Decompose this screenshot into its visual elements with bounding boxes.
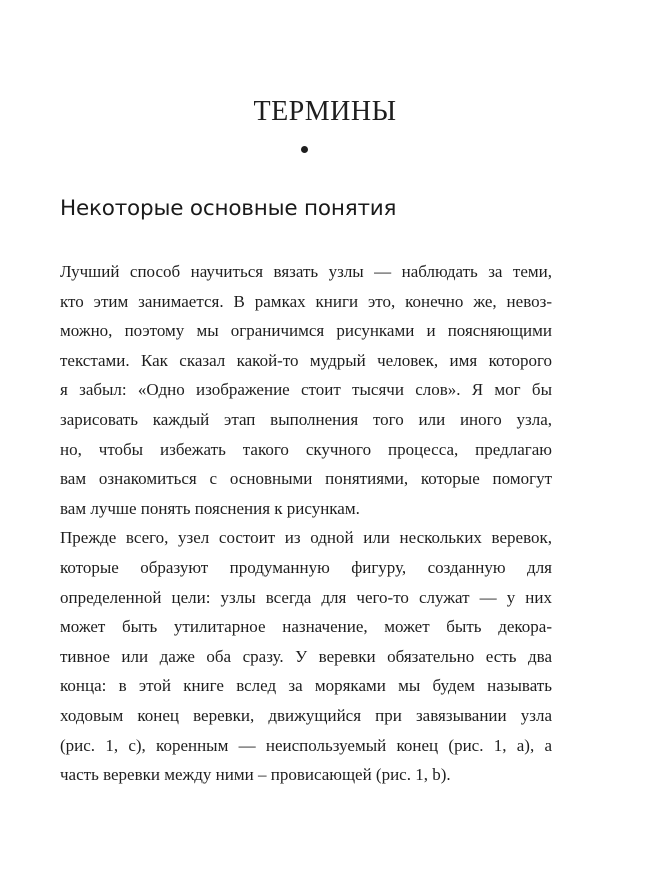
text-line: можно, поэтому мы ограничимся рисунками и поясняющими bbox=[60, 321, 552, 341]
title-ornament-dot bbox=[301, 146, 308, 153]
paragraph-end-line: вам лучше понять пояснения к рисункам. bbox=[60, 498, 360, 518]
text-line: может быть утилитарное назначение, может быть декора- bbox=[60, 617, 552, 637]
text-line: Лучший способ научиться вязать узлы — наблюдать за теми, bbox=[60, 262, 552, 281]
text-line: ходовым конец веревки, движущийся при завязывании узла bbox=[60, 705, 552, 725]
paragraph-end-line: часть веревки между ними – провисающей (рис. 1, b). bbox=[60, 765, 451, 785]
section-heading: Некоторые основные понятия bbox=[60, 196, 397, 221]
text-line: которые образуют продуманную фигуру, созданную для bbox=[60, 557, 552, 577]
text-line: (рис. 1, с), коренным — неиспользуемый конец (рис. 1, a), а bbox=[60, 735, 552, 755]
text-line: конца: в этой книге вслед за моряками мы будем называть bbox=[60, 676, 552, 696]
text-line: Прежде всего, узел состоит из одной или нескольких веревок, bbox=[60, 528, 552, 548]
text-line: но, чтобы избежать такого скучного процесса, предлагаю bbox=[60, 439, 552, 459]
text-line: текстами. Как сказал какой-то мудрый человек, имя которого bbox=[60, 350, 552, 370]
text-line: я забыл: «Одно изображение стоит тысячи слов». Я мог бы bbox=[60, 380, 552, 400]
text-line: зарисовать каждый этап выполнения того или иного узла, bbox=[60, 409, 552, 429]
text-line: кто этим занимается. В рамках книги это, конечно же, невоз- bbox=[60, 291, 552, 311]
chapter-title: ТЕРМИНЫ bbox=[253, 96, 397, 127]
text-line: определенной цели: узлы всегда для чего-то служат — у них bbox=[60, 587, 552, 607]
text-line: тивное или даже оба сразу. У веревки обязательно есть два bbox=[60, 646, 552, 666]
text-line: вам ознакомиться с основными понятиями, которые помогут bbox=[60, 469, 552, 489]
body-text bbox=[60, 257, 552, 790]
